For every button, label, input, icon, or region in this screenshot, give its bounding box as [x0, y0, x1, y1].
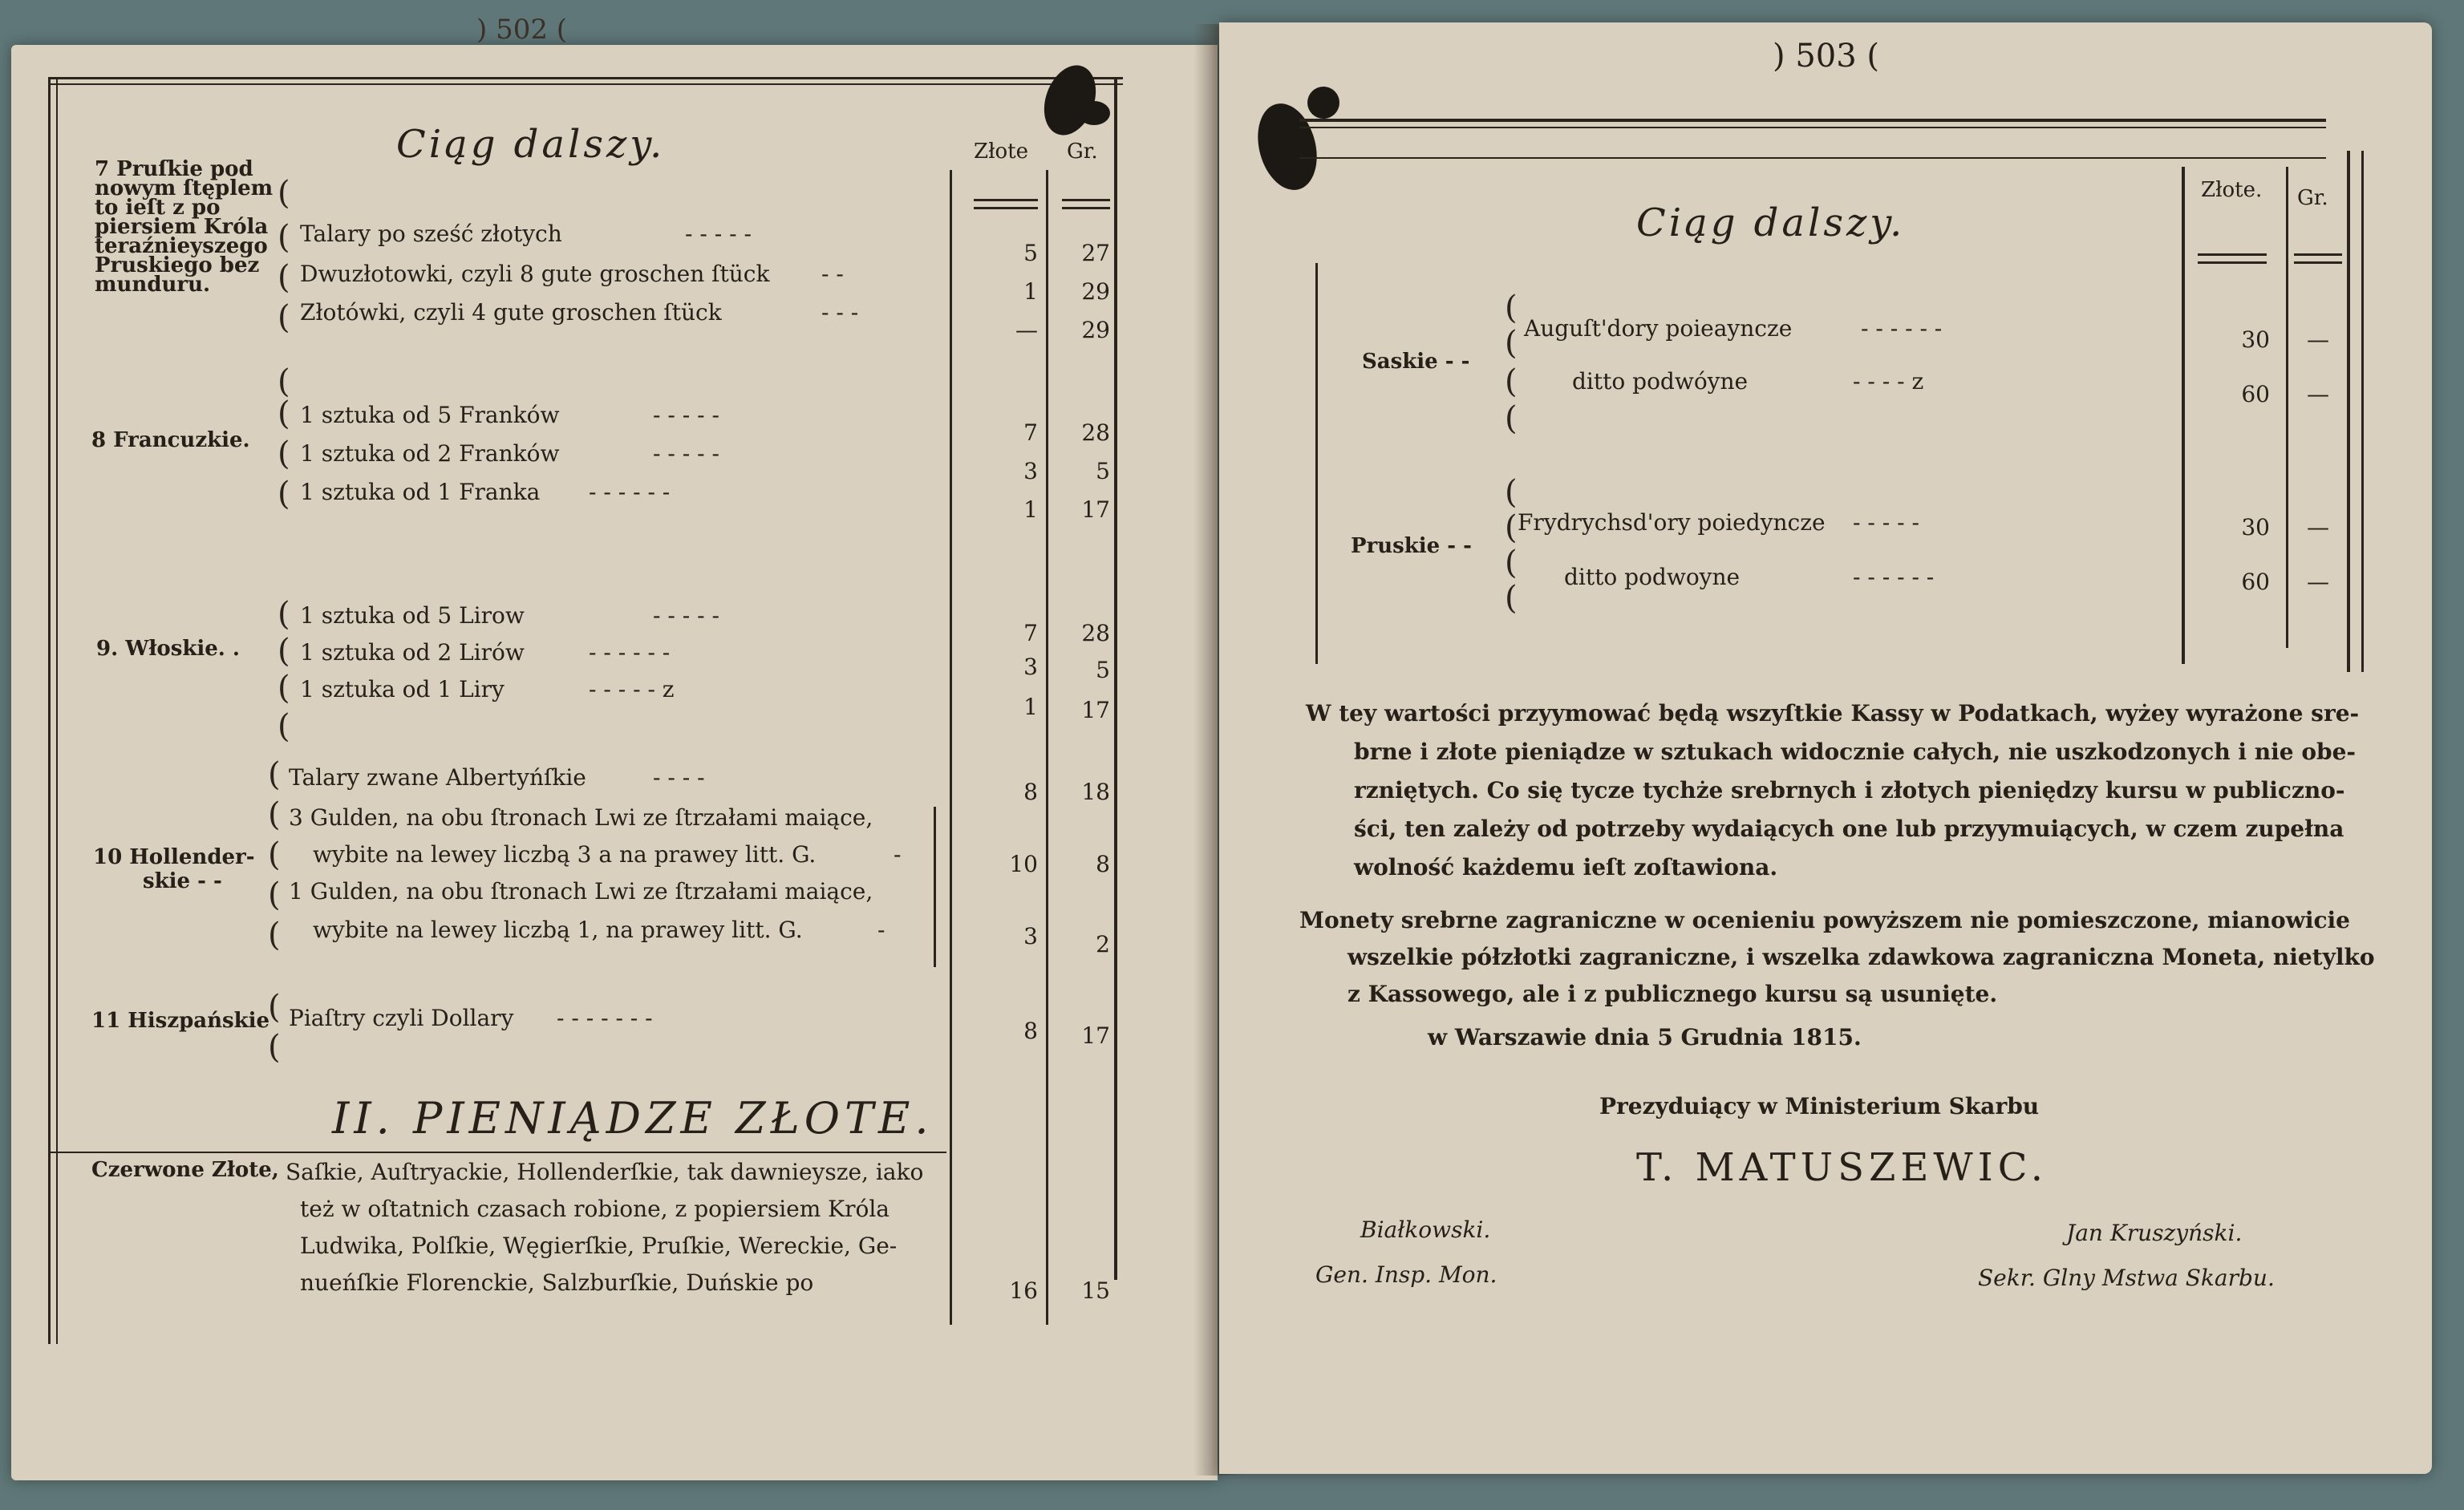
brace: ( [1505, 509, 1518, 546]
table-row-dashes: - - [821, 261, 844, 287]
frame-line-left [48, 77, 51, 1344]
paragraph-1-line: rzniętych. Co się tycze tychże srebrnych i złotych pieniędzy kursu w publiczno- [1354, 777, 2345, 804]
gold-label: Czerwone Złote, [91, 1158, 279, 1182]
brace: ( [278, 259, 290, 296]
table-cell-zl: — [1015, 317, 1038, 343]
column-rule-3 [2347, 151, 2350, 672]
frame-line-left [1315, 263, 1318, 664]
table-cell-zl: 7 [1023, 620, 1038, 646]
header-rule-zl [2198, 253, 2267, 256]
table-cell-gr: 17 [1081, 697, 1110, 723]
frame-line-top [48, 77, 1123, 79]
brace: ( [278, 435, 290, 472]
signature-right-name: Jan Kruszyński. [2066, 1220, 2243, 1246]
table-row-item: wybite na lewey liczbą 1, na prawey litt. G. [313, 917, 803, 943]
table-cell-gr: 5 [1096, 657, 1110, 683]
table-row-dashes: - - - - - - - [557, 1005, 653, 1031]
table-row-item: Piaſtry czyli Dollary [289, 1005, 514, 1031]
table-cell-gr: 29 [1081, 317, 1110, 343]
table-cell-zl: 7 [1023, 419, 1038, 446]
gold-line-3: Ludwika, Polſkie, Węgierſkie, Pruſkie, Wereckie, Ge- [300, 1233, 898, 1259]
col-header-gr: Gr. [1067, 140, 1098, 164]
table-cell-gr: 5 [1096, 458, 1110, 484]
signature-right-title: Sekr. Glny Mstwa Skarbu. [1978, 1265, 2275, 1291]
table-cell-zl: 60 [2241, 569, 2270, 595]
brace: ( [278, 219, 290, 256]
table-row-item: Frydrychsd'ory poiedyncze [1518, 509, 1826, 536]
group-9-label: 9. Włoskie. . [96, 637, 240, 661]
brace: ( [278, 299, 290, 336]
top-page-number-fragment: ) 502 ( [476, 14, 568, 46]
col-header-gr: Gr. [2297, 186, 2328, 210]
gold-line-2: też w oſtatnich czasach robione, z popiersiem Króla [300, 1196, 890, 1222]
group-10-label: 10 Hollender- [93, 845, 255, 869]
table-row-item: Talary zwane Albertyńſkie [289, 764, 586, 791]
brace: ( [278, 633, 290, 670]
date-line: w Warszawie dnia 5 Grudnia 1815. [1428, 1024, 1862, 1051]
column-rule-2 [1046, 170, 1048, 1325]
table-row-item: 1 Gulden, na obu ſtronach Lwi ze ſtrzałami maiące, [289, 878, 873, 905]
paragraph-1-line: wolność każdemu ieſt zoſtawiona. [1354, 854, 1778, 880]
header-rule-gr [1062, 199, 1110, 201]
brace: ( [268, 836, 281, 873]
table-row-item: 1 sztuka od 5 Franków [300, 402, 560, 428]
brace: ( [268, 989, 281, 1026]
table-row-item: 1 sztuka od 2 Franków [300, 440, 560, 467]
table-cell-zl: 30 [2241, 514, 2270, 540]
frame-line-top-inner [1299, 127, 2326, 128]
brace: ( [1505, 363, 1518, 400]
brace: ( [268, 796, 281, 833]
brace: ( [268, 1029, 281, 1066]
table-cell-zl: 8 [1023, 1018, 1038, 1044]
header-rule-gr-2 [1062, 207, 1110, 209]
left-heading: Ciąg dalszy. [396, 122, 666, 167]
brace: ( [278, 670, 290, 706]
paragraph-2-line: Monety srebrne zagraniczne w ocenieniu powyższem nie pomieszczone, mianowicie [1299, 907, 2350, 933]
table-row-dashes: - - - - - - [589, 639, 671, 666]
left-page: ) 502 ( Ciąg dalszy. Złote Gr. 7 Pruſkie pod nowym ſtęplem to ieſt z po piersiem Króla teraźnieyszego Pruskiego bez munduru. ( ( ( ( Talary po sześć złotych - - - - - Dwuzłotowki, czyli 8 gute groschen ſtück - - 5 27 Złotówki, czyli 4 gute groschen ſtück - - - 1 29 — 29 ( ( ( ( 8 Francuzkie. 1 sztuka od 5 Franków - - - - - 1 sztuka od 2 Franków - - - - - 1 sztuka od 1 Franka - - - - - - 7 28 3 5 1 17 ( ( ( ( 9. Włoskie. . 1 sztuka od 5 Lirow - - - - - 1 sztuka od 2 Lirów - - - - - - 1 sztuka od 1 Liry - - - - - z 7 28 3 5 1 17 ( ( ( ( ( 10 Hollender- skie - - Talary zwane Albertyńſkie - - - - 8 18 3 Gulden, na obu ſtronach Lwi ze ſtrzałami maiące, wybite na lewey liczbą 3 a na prawey litt. G. - 10 8 1 Gulden, na obu ſtronach Lwi ze ſtrzałami maiące, wybite na lewey liczbą 1, na prawey litt. G. - 3 2 ( ( 11 Hiszpańskie Piaſtry czyli Dollary - - - - - - - 8 17 II. PIENIĄDZE ZŁOTE. Czerwone Złote, Saſkie, Auſtryackie, Hollenderſkie, tak dawnieysze, iako też w oſtatnich czasach robione, z popiersiem Króla Ludwika, Polſkie, Węgierſkie, Pruſkie, Wereckie, Ge- nueńſkie Florenckie, Salzburſkie, Duńskie po 16 15 [11, 45, 1218, 1480]
frame-line-top-inner [48, 83, 1123, 85]
table-row-dashes: - - - - [653, 764, 705, 791]
brace: ( [278, 175, 290, 212]
col-header-zlote: Złote [974, 140, 1028, 164]
right-page [1219, 22, 2432, 1474]
table-cell-gr: 28 [1081, 419, 1110, 446]
table-row-item: 1 sztuka od 5 Lirow [300, 602, 525, 629]
group-11-label: 11 Hiszpańskie [91, 1009, 270, 1033]
brace: ( [1505, 544, 1518, 581]
col-header-zlote: Złote. [2201, 178, 2263, 202]
frame-line-top-2 [1299, 157, 2326, 159]
table-cell-zl: 3 [1023, 654, 1038, 680]
table-row-item: Złotówki, czyli 4 gute groschen ſtück [300, 299, 722, 326]
group-pruskie-label: Pruskie - - [1351, 534, 1472, 558]
ink-blot [1078, 101, 1110, 125]
table-row-dashes: - - - - - - [1861, 315, 1943, 342]
brace: ( [1505, 325, 1518, 362]
gold-gr: 15 [1081, 1277, 1110, 1304]
table-cell-zl: 8 [1023, 779, 1038, 805]
table-cell-gr: 17 [1081, 496, 1110, 523]
table-cell-zl: 10 [1009, 851, 1038, 877]
table-row-dashes: - [877, 917, 886, 943]
table-cell-gr: 29 [1081, 278, 1110, 305]
table-cell-zl: 60 [2241, 381, 2270, 407]
signature-left-title: Gen. Insp. Mon. [1315, 1261, 1497, 1288]
table-row-item: Auguſt'dory poieayncze [1524, 315, 1793, 342]
paragraph-1-line: W tey wartości przyymować będą wszyſtkie Kassy w Podatkach, wyżey wyrażone sre- [1306, 700, 2360, 727]
table-row-item: 1 sztuka od 2 Lirów [300, 639, 525, 666]
section-rule [48, 1152, 946, 1153]
paragraph-2-line: wszelkie półzłotki zagraniczne, i wszelka zdawkowa zagraniczna Moneta, nietylko [1348, 944, 2375, 970]
brace: ( [1505, 400, 1518, 437]
table-row-dashes: - - - - z [1853, 368, 1924, 395]
table-cell-gr: — [2307, 514, 2329, 540]
group-saskie-label: Saskie - - [1362, 350, 1470, 374]
table-row-dashes: - - - - - - [589, 479, 671, 505]
table-cell-gr: 28 [1081, 620, 1110, 646]
table-row-dashes: - [894, 841, 902, 868]
brace: ( [278, 476, 290, 512]
signature-left-name: Białkowski. [1360, 1217, 1491, 1243]
ink-blot [1307, 87, 1339, 119]
brace: ( [278, 395, 290, 432]
table-row-dashes: - - - - - [685, 221, 752, 247]
gold-line-1: Saſkie, Auſtryackie, Hollenderſkie, tak dawnieysze, iako [286, 1159, 924, 1185]
table-row-item: Talary po sześć złotych [300, 221, 562, 247]
table-cell-zl: 5 [1023, 240, 1038, 266]
brace: ( [1505, 474, 1518, 511]
brace: ( [268, 917, 281, 953]
table-row-dashes: - - - - - [653, 402, 719, 428]
table-cell-zl: 1 [1023, 496, 1038, 523]
column-rule-3 [1114, 77, 1117, 1280]
paragraph-2-line: z Kassowego, ale i z publicznego kursu są usunięte. [1348, 981, 1998, 1007]
table-row-item: wybite na lewey liczbą 3 a na prawey litt. G. [313, 841, 817, 868]
ink-blot [1035, 58, 1104, 142]
table-row-dashes: - - - - - [653, 602, 719, 629]
signatory-name: T. MATUSZEWIC. [1636, 1145, 2048, 1190]
table-row-item: 3 Gulden, na obu ſtronach Lwi ze ſtrzałami maiące, [289, 804, 873, 831]
paragraph-1-line: brne i złote pieniądze w sztukach widocznie całych, nie uszkodzonych i nie obe- [1354, 739, 2357, 765]
header-rule-gr [2294, 253, 2342, 256]
table-row-item: 1 sztuka od 1 Franka [300, 479, 541, 505]
column-rule-1 [2182, 167, 2185, 664]
table-cell-zl: 30 [2241, 326, 2270, 353]
group-10-label-2: skie - - [143, 869, 222, 893]
table-row-dashes: - - - - - - [1853, 564, 1935, 590]
group-8-label: 8 Francuzkie. [91, 428, 250, 452]
paragraph-1-line: ści, ten zależy od potrzeby wydaiących one lub przyymuiących, w czem zupełna [1354, 816, 2344, 842]
header-rule-zl-2 [974, 207, 1038, 209]
table-row-dashes: - - - - - [1853, 509, 1919, 536]
table-row-item: ditto podwóyne [1572, 368, 1749, 395]
table-cell-gr: — [2307, 569, 2329, 595]
table-cell-gr: 18 [1081, 779, 1110, 805]
column-rule-4 [2361, 151, 2364, 672]
column-rule-2 [2286, 167, 2288, 648]
header-rule-zl [974, 199, 1038, 201]
brace: ( [1505, 580, 1518, 617]
table-row-dashes: - - - [821, 299, 859, 326]
brace: ( [278, 363, 290, 400]
section-title: II. PIENIĄDZE ZŁOTE. [332, 1093, 934, 1144]
table-cell-gr: — [2307, 326, 2329, 353]
table-cell-zl: 3 [1023, 923, 1038, 949]
table-cell-gr: — [2307, 381, 2329, 407]
table-cell-gr: 8 [1096, 851, 1110, 877]
table-row-item: ditto podwoyne [1564, 564, 1741, 590]
brace: ( [278, 596, 290, 633]
brace: ( [268, 876, 281, 913]
right-heading: Ciąg dalszy. [1636, 200, 1906, 245]
page-number: ) 503 ( [1773, 38, 1879, 75]
column-rule-1 [950, 170, 952, 1325]
gold-zl: 16 [1009, 1277, 1038, 1304]
table-cell-gr: 27 [1081, 240, 1110, 266]
frame-line-left-inner [56, 77, 58, 1344]
presiding-title: Prezyduiący w Ministerium Skarbu [1599, 1093, 2040, 1119]
table-cell-zl: 1 [1023, 278, 1038, 305]
table-row-item: 1 sztuka od 1 Liry [300, 676, 505, 702]
table-cell-gr: 2 [1096, 931, 1110, 957]
table-cell-zl: 1 [1023, 694, 1038, 720]
header-rule-zl-2 [2198, 261, 2267, 264]
group-10-rule [934, 807, 936, 967]
frame-line-top [1299, 119, 2326, 122]
table-cell-zl: 3 [1023, 458, 1038, 484]
table-cell-gr: 17 [1081, 1022, 1110, 1049]
table-row-item: Dwuzłotowki, czyli 8 gute groschen ſtück [300, 261, 770, 287]
brace: ( [1505, 289, 1518, 326]
table-row-dashes: - - - - - [653, 440, 719, 467]
gold-line-4: nueńſkie Florenckie, Salzburſkie, Duńskie po [300, 1269, 814, 1296]
header-rule-gr-2 [2294, 261, 2342, 264]
brace: ( [278, 708, 290, 745]
brace: ( [268, 756, 281, 793]
table-row-dashes: - - - - - z [589, 676, 675, 702]
